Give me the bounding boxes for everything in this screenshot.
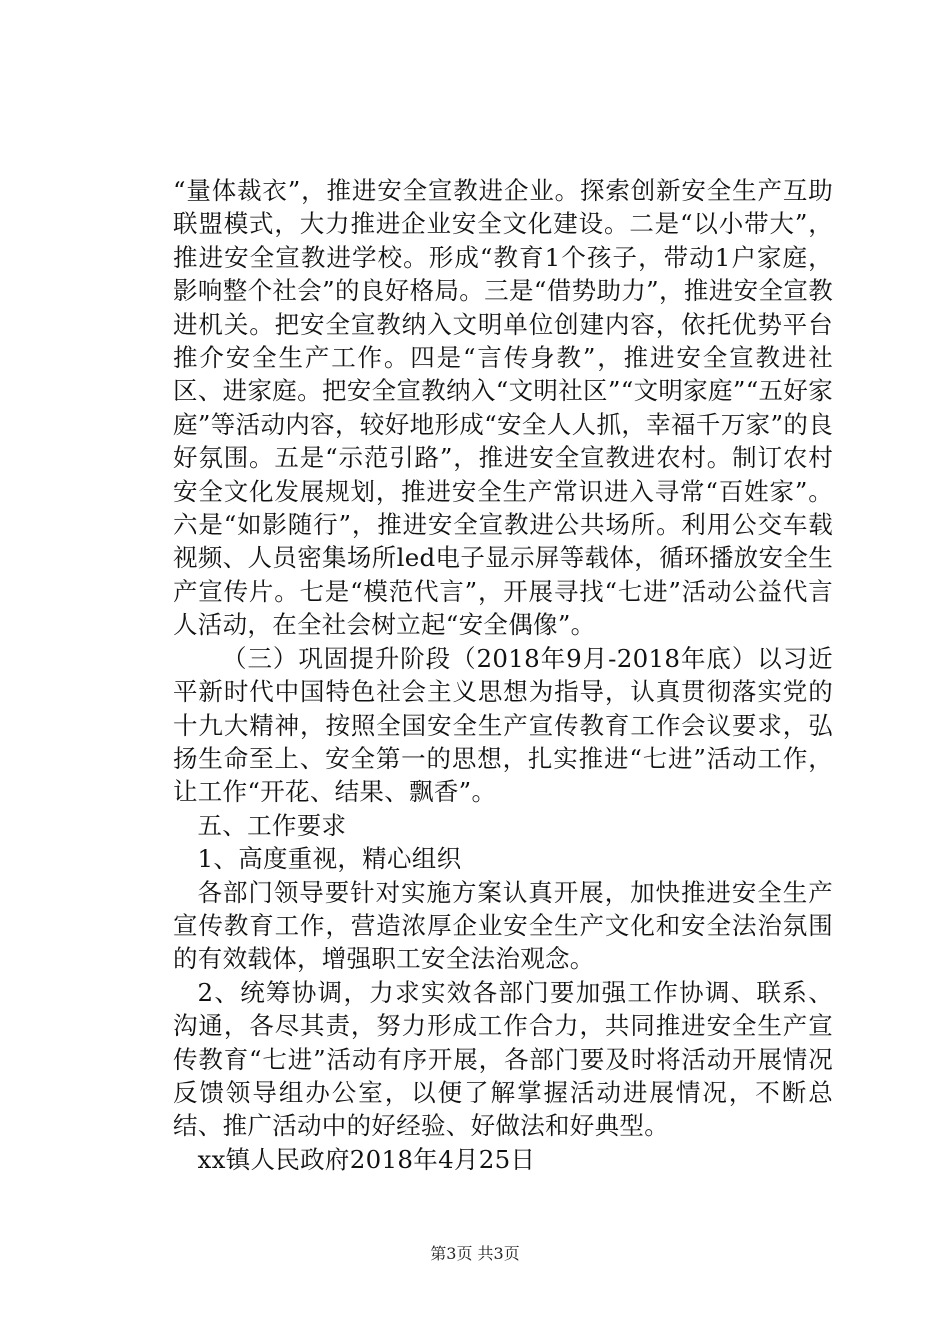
paragraph-consolidation-stage: （三）巩固提升阶段（2018年9月-2018年底）以习近平新时代中国特色社会主义思想为指导，认真贯彻落实党的十九大精神，按照全国安全生产宣传教育工作会议要求，弘扬生命至上、安全第一的思想，扎实推进“七进”活动工作，让工作“开花、结果、飘香”。 xyxy=(173,643,833,807)
document-body xyxy=(173,174,833,1176)
page-footer: 第3页 共3页 xyxy=(430,1244,520,1263)
section-heading-requirements: 五、工作要求 xyxy=(197,810,347,840)
subheading-high-attention: 1、高度重视，精心组织 xyxy=(197,844,462,874)
paragraph-department-leaders: 各部门领导要针对实施方案认真开展，加快推进安全生产宣传教育工作，营造浓厚企业安全生产文化和安全法治氛围的有效载体，增强职工安全法治观念。 xyxy=(173,877,833,974)
paragraph-coordination: 2、统筹协调，力求实效各部门要加强工作协调、联系、沟通，各尽其责，努力形成工作合力，共同推进安全生产宣传教育“七进”活动有序开展，各部门要及时将活动开展情况反馈领导组办公室，以便了解掌握活动进展情况，不断总结、推广活动中的好经验、好做法和好典型。 xyxy=(173,977,833,1141)
paragraph-seven-measures: “量体裁衣”，推进安全宣教进企业。探索创新安全生产互助联盟模式，大力推进企业安全文化建设。二是“以小带大”，推进安全宣教进学校。形成“教育1个孩子，带动1户家庭，影响整个社会”的良好格局。三是“借势助力”，推进安全宣教进机关。把安全宣教纳入文明单位创建内容，依托优势平台推介安全生产工作。四是“言传身教”，推进安全宣教进社区、进家庭。把安全宣教纳入“文明社区”“文明家庭”“五好家庭”等活动内容，较好地形成“安全人人抓，幸福千万家”的良好氛围。五是“示范引路”，推进安全宣教进农村。制订农村安全文化发展规划，推进安全生产常识进入寻常“百姓家”。六是“如影随行”，推进安全宣教进公共场所。利用公交车载视频、人员密集场所led电子显示屏等载体，循环播放安全生产宣传片。七是“模范代言”，开展寻找“七进”活动公益代言人活动，在全社会树立起“安全偶像”。 xyxy=(173,176,833,640)
signature-line: xx镇人民政府2018年4月25日 xyxy=(197,1144,536,1174)
